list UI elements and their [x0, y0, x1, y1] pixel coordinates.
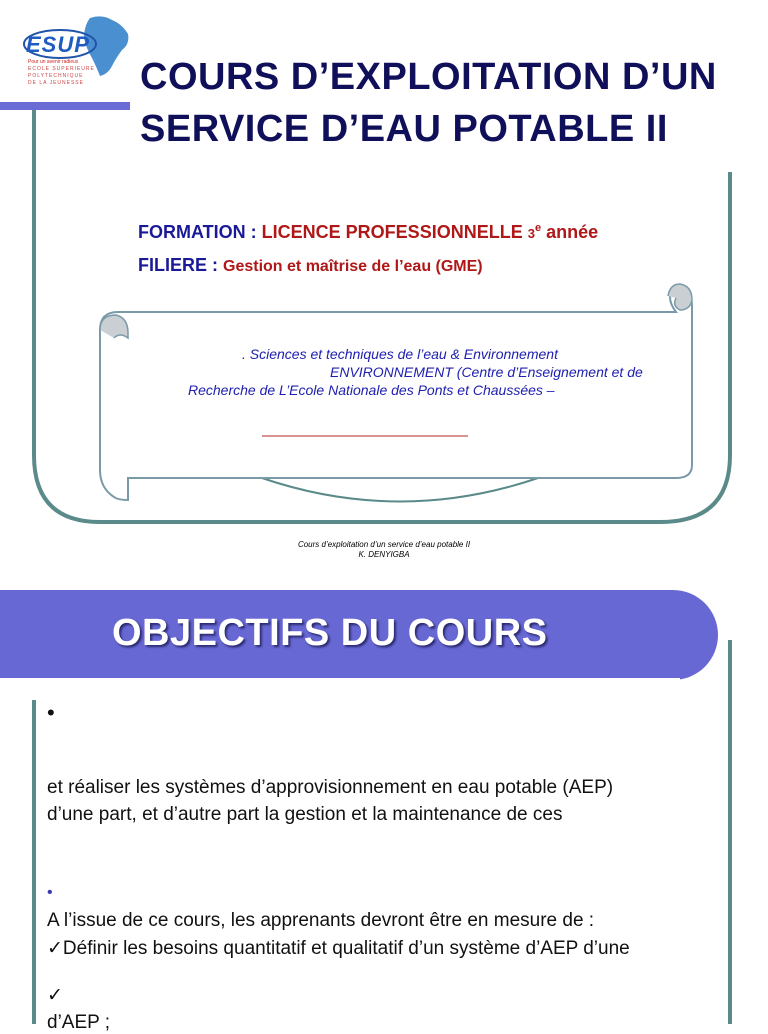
slide-footer	[0, 540, 768, 560]
formation-line	[138, 222, 598, 243]
esup-logo	[20, 14, 132, 94]
formation-label: FORMATION :	[138, 222, 257, 242]
bullet-2: •	[47, 884, 53, 901]
header-accent-bar	[0, 102, 130, 110]
filiere-line	[138, 255, 483, 276]
slide-title-line2: SERVICE D’EAU POTABLE II	[140, 108, 668, 150]
scroll-line-2: ENVIRONNEMENT (Centre d’Enseignement et de	[330, 364, 643, 380]
scroll-line-1: . Sciences et techniques de l’eau & Environnement	[242, 346, 558, 362]
slide-title-line1: COURS D’EXPLOITATION D’UN	[140, 56, 717, 98]
objective-line-3: A l’issue de ce cours, les apprenants devront être en mesure de :	[47, 910, 595, 931]
banner-underline	[0, 678, 680, 681]
formation-value: LICENCE PROFESSIONNELLE	[261, 222, 523, 242]
filiere-label: FILIERE :	[138, 255, 218, 275]
check-icon: ✓	[47, 985, 63, 1006]
footer-line-1: Cours d’exploitation d’un service d’eau potable II	[297, 540, 471, 549]
scroll-line-3: Recherche de L’Ecole Nationale des Ponts et Chaussées –	[188, 382, 555, 398]
logo-caption: Pour un avenir radieux ECOLE SUPERIEURE POLYTECHNIQUE DE LA JEUNESSE	[28, 59, 95, 86]
slide2-title: OBJECTIFS DU COURS	[112, 612, 548, 654]
logo-text: ESUP	[26, 32, 90, 57]
footer-line-2: K. DENYIGBA	[358, 550, 410, 559]
objective-line-4: ✓Définir les besoins quantitatif et qualitatif d’un système d’AEP d’une	[47, 938, 630, 959]
objective-line-2: d’une part, et d’autre part la gestion et la maintenance de ces	[47, 804, 563, 825]
bullet-1: •	[47, 700, 55, 725]
scroll-text	[160, 345, 680, 399]
formation-year-sup: e	[534, 222, 542, 234]
formation-year-num: 3	[527, 226, 535, 241]
formation-year-word: année	[546, 222, 599, 242]
filiere-value: Gestion et maîtrise de l’eau (GME)	[223, 258, 483, 275]
objective-line-1: et réaliser les systèmes d’approvisionnement en eau potable (AEP)	[47, 777, 614, 798]
objective-line-5: d’AEP ;	[47, 1012, 111, 1033]
